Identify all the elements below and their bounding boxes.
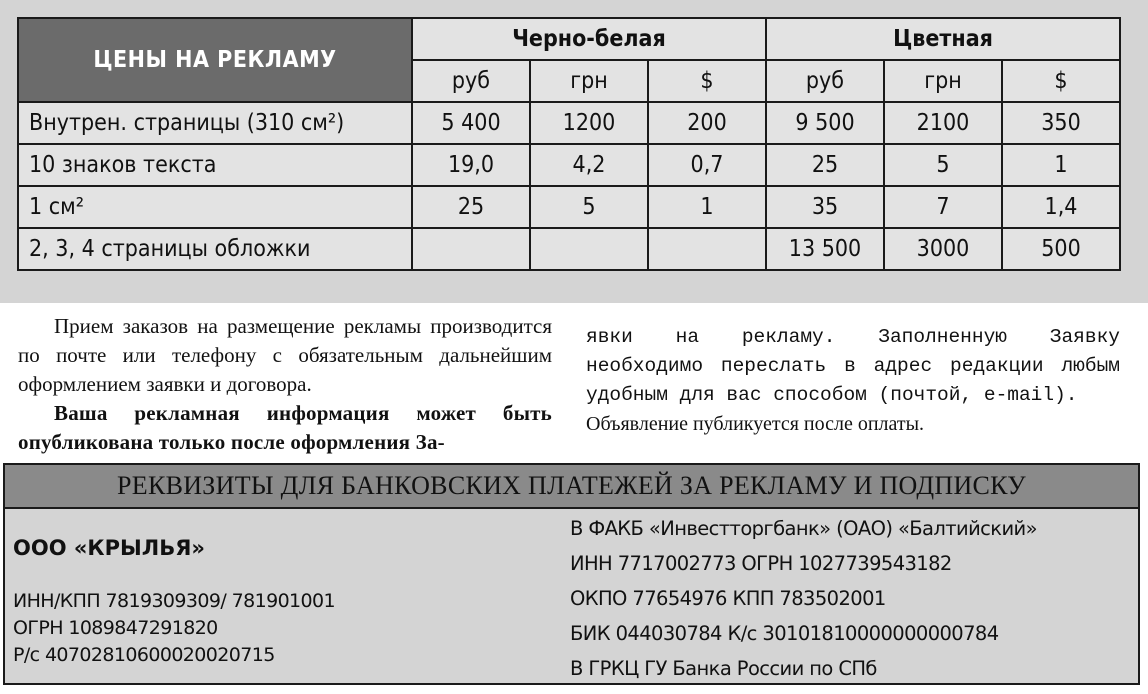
table-row: [18, 102, 1120, 144]
unit-header: руб: [412, 60, 530, 102]
price-cell: 5: [530, 186, 648, 228]
price-cell: 500: [1002, 228, 1120, 270]
unit-header: грн: [530, 60, 648, 102]
price-cell: 25: [412, 186, 530, 228]
unit-header: руб: [766, 60, 884, 102]
org-name: ООО «КРЫЛЬЯ»: [13, 536, 205, 560]
table-row: [18, 228, 1120, 270]
price-table-title: ЦЕНЫ НА РЕКЛАМУ: [18, 18, 412, 102]
paragraph-payment-note: Объявление публикуется после оплаты.: [586, 413, 925, 435]
payee-details: [13, 535, 335, 669]
price-cell: 4,2: [530, 144, 648, 186]
price-cell: 13 500: [766, 228, 884, 270]
price-cell: [412, 228, 530, 270]
price-cell: [648, 228, 766, 270]
bank-details-title: РЕКВИЗИТЫ ДЛЯ БАНКОВСКИХ ПЛАТЕЖЕЙ ЗА РЕКЛАМУ И ПОДПИСКУ: [5, 465, 1138, 509]
unit-header: $: [648, 60, 766, 102]
bank-inn-ogrn: ИНН 7717002773 ОГРН 1027739543182: [570, 552, 952, 575]
row-label: 1 см²: [18, 186, 412, 228]
price-cell: 25: [766, 144, 884, 186]
price-cell: 3000: [884, 228, 1002, 270]
table-row: [18, 186, 1120, 228]
ogrn: ОГРН 1089847291820: [13, 617, 218, 639]
bank-name: В ФАКБ «Инвестторгбанк» (ОАО) «Балтийский»: [570, 517, 1037, 540]
paragraph-publication-note: Ваша рекламная информация может быть опубликована только после оформления За-: [18, 401, 552, 454]
price-cell: 35: [766, 186, 884, 228]
bank-details-box: [3, 463, 1140, 685]
price-table: [17, 17, 1121, 271]
bik-ks: БИК 044030784 К/с 30101810000000000784: [570, 622, 999, 645]
price-cell: 1: [648, 186, 766, 228]
price-cell: 2100: [884, 102, 1002, 144]
price-cell: 7: [884, 186, 1002, 228]
row-label: 2, 3, 4 страницы обложки: [18, 228, 412, 270]
rkc: В ГРКЦ ГУ Банка России по СПб: [570, 657, 877, 680]
table-row: [18, 144, 1120, 186]
paragraph-application-note: явки на рекламу. Заполненную Заявку необходимо переслать в адрес редакции любым удобным для вас способом (почтой, e-mail).: [586, 326, 1120, 406]
okpo-kpp: ОКПО 77654976 КПП 783502001: [570, 587, 886, 610]
price-cell: 1200: [530, 102, 648, 144]
price-cell: 350: [1002, 102, 1120, 144]
text-column-left: [18, 312, 552, 457]
row-label: 10 знаков текста: [18, 144, 412, 186]
price-cell: 5: [884, 144, 1002, 186]
price-cell: 1,4: [1002, 186, 1120, 228]
price-cell: 0,7: [648, 144, 766, 186]
row-label: Внутрен. страницы (310 см²): [18, 102, 412, 144]
bank-details: [570, 511, 1037, 686]
price-cell: [530, 228, 648, 270]
price-cell: 200: [648, 102, 766, 144]
group-header-bw: Черно-белая: [412, 18, 766, 60]
price-cell: 9 500: [766, 102, 884, 144]
price-cell: 5 400: [412, 102, 530, 144]
unit-header: $: [1002, 60, 1120, 102]
price-cell: 1: [1002, 144, 1120, 186]
paragraph-order-info: Прием заказов на размещение рекламы производится по почте или телефону с обязательным дальнейшим оформлением заявки и договора.: [18, 314, 552, 396]
inn-kpp: ИНН/КПП 7819309309/ 781901001: [13, 590, 336, 612]
text-column-right: [586, 323, 1120, 439]
group-header-color: Цветная: [766, 18, 1120, 60]
price-cell: 19,0: [412, 144, 530, 186]
unit-header: грн: [884, 60, 1002, 102]
account-number: Р/с 40702810600020020715: [13, 644, 275, 666]
